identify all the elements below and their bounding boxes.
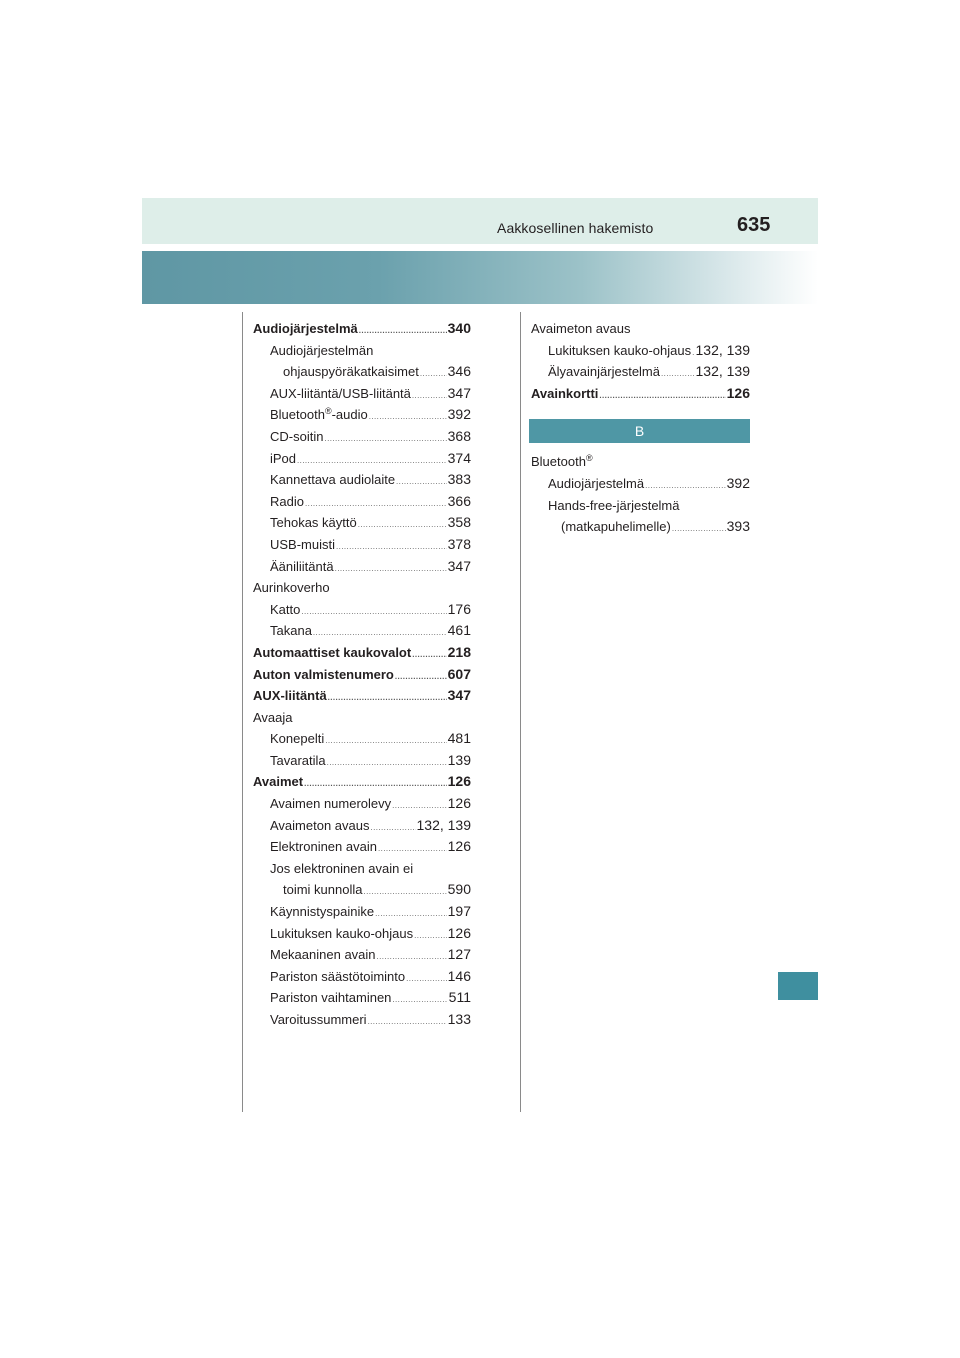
dot-leader: [414, 925, 447, 947]
registered-mark: ®: [324, 406, 332, 417]
index-entry: [253, 318, 471, 340]
index-term: Bluetooth®-audio: [270, 406, 368, 423]
index-term: ohjauspyöräkatkaisimet: [283, 364, 419, 380]
index-entry: [253, 879, 471, 901]
index-entry: [253, 793, 471, 815]
page-reference: 218: [447, 643, 471, 660]
dot-leader: [412, 644, 446, 666]
dot-leader: [672, 518, 726, 540]
index-entry: [253, 383, 471, 405]
index-entry: [253, 620, 471, 642]
page-reference: 132, 139: [416, 816, 471, 833]
index-entry: [531, 473, 750, 495]
page-reference: 133: [447, 1011, 471, 1027]
index-term: Avaaja: [253, 709, 293, 725]
dot-leader: [378, 838, 447, 860]
dot-leader: [371, 817, 416, 839]
entry-list-right-bottom: [531, 451, 750, 537]
dot-leader: [328, 687, 447, 709]
index-entry: [531, 383, 750, 405]
index-term: Avaimet: [253, 774, 304, 790]
index-entry: [253, 512, 471, 534]
index-term: Lukituksen kauko-ohjaus: [548, 342, 692, 358]
index-entry: [531, 361, 750, 383]
chapter-side-tab: [778, 972, 818, 1000]
index-entry: [253, 448, 471, 470]
index-term: Jos elektroninen avain ei: [270, 860, 414, 876]
index-term: Audiojärjestelmä: [548, 475, 645, 491]
index-entry: [253, 340, 471, 362]
index-entry: [253, 642, 471, 664]
page-reference: 126: [447, 838, 471, 855]
page-reference: 392: [726, 474, 750, 491]
index-entry: [253, 426, 471, 448]
dot-leader: [304, 773, 447, 795]
index-entry: [253, 987, 471, 1009]
index-term: Käynnistyspainike: [270, 904, 375, 920]
dot-leader: [377, 946, 447, 968]
index-term: Hands-free-järjestelmä: [548, 497, 680, 513]
index-entry: [253, 491, 471, 513]
dot-leader: [364, 881, 447, 903]
middle-column-rule: [520, 312, 521, 1112]
page-reference: 132, 139: [695, 341, 750, 358]
left-column-rule: [242, 312, 243, 1112]
index-term: Takana: [270, 623, 312, 639]
registered-mark: ®: [585, 453, 593, 464]
dot-leader: [358, 514, 447, 536]
page-reference: 383: [447, 471, 471, 488]
index-term: Auton valmistenumero: [253, 666, 394, 682]
dot-leader: [396, 471, 447, 493]
index-term: Tehokas käyttö: [270, 515, 357, 531]
index-term: Aurinkoverho: [253, 580, 330, 596]
page-reference: 176: [447, 600, 471, 617]
dot-leader: [368, 1011, 447, 1033]
dot-leader: [420, 363, 447, 385]
dot-leader: [412, 385, 447, 407]
index-term: Pariston vaihtaminen: [270, 990, 392, 1006]
dot-leader: [305, 493, 447, 515]
index-entry: [253, 923, 471, 945]
dot-leader: [313, 622, 447, 644]
page-reference: 346: [447, 363, 471, 380]
page-reference: 347: [447, 687, 471, 704]
index-term: Tavaratila: [270, 752, 326, 768]
page-reference: 461: [447, 622, 471, 639]
index-term: toimi kunnolla: [283, 882, 363, 898]
dot-leader: [325, 730, 446, 752]
index-term: Audiojärjestelmän: [270, 342, 374, 358]
index-entry: [253, 534, 471, 556]
index-term: Audiojärjestelmä: [253, 321, 358, 336]
index-term: Elektroninen avain: [270, 839, 377, 855]
index-entry: [253, 664, 471, 686]
dot-leader: [375, 903, 447, 925]
index-entry: [253, 577, 471, 599]
index-term: AUX-liitäntä/USB-liitäntä: [270, 385, 411, 401]
index-entry: [253, 815, 471, 837]
index-entry: [253, 771, 471, 793]
page-reference: 340: [447, 320, 471, 336]
index-entry: [253, 599, 471, 621]
page-reference: 368: [447, 427, 471, 444]
page-reference: 481: [447, 730, 471, 747]
entry-list-right-top: [531, 318, 750, 404]
index-entry: [253, 858, 471, 880]
dot-leader: [369, 406, 447, 428]
index-entry: [253, 836, 471, 858]
section-header-b: [529, 419, 750, 443]
page-reference: 347: [447, 557, 471, 574]
index-term: Konepelti: [270, 731, 325, 747]
page-reference: 146: [447, 967, 471, 984]
index-entry: [253, 556, 471, 578]
dot-leader: [392, 795, 446, 817]
running-header-title: Aakkosellinen hakemisto: [497, 220, 654, 236]
page-reference: 126: [447, 773, 471, 790]
page-reference: 607: [447, 665, 471, 682]
page-reference: 126: [447, 795, 471, 812]
index-term: Bluetooth®: [531, 453, 593, 470]
page-reference: 127: [447, 946, 471, 963]
dot-leader: [324, 428, 446, 450]
index-term: Avaimeton avaus: [270, 817, 370, 833]
page-reference: 511: [448, 989, 471, 1006]
page-reference: 358: [447, 514, 471, 531]
index-entry: [253, 361, 471, 383]
dot-leader: [336, 536, 447, 558]
index-term: Avainkortti: [531, 385, 599, 401]
page-reference: 374: [447, 449, 471, 466]
header-band: [142, 198, 818, 244]
index-entry: [253, 728, 471, 750]
index-entry: [253, 685, 471, 707]
index-term: Älyavainjärjestelmä: [548, 364, 660, 380]
dot-leader: [335, 558, 447, 580]
index-term: Katto: [270, 601, 301, 617]
dot-leader: [599, 385, 725, 407]
index-term: AUX-liitäntä: [253, 688, 327, 704]
index-entry: [531, 340, 750, 362]
entry-list-left: [253, 318, 471, 1031]
index-entry: [531, 451, 750, 473]
dot-leader: [645, 475, 726, 497]
index-term: Mekaaninen avain: [270, 947, 376, 963]
index-entry: [253, 750, 471, 772]
section-letter: B: [634, 423, 645, 440]
index-term: CD-soitin: [270, 428, 324, 444]
dot-leader: [327, 752, 447, 774]
index-column-left: [253, 318, 471, 1031]
index-entry: [253, 404, 471, 426]
dot-leader: [406, 968, 447, 990]
page-reference: 590: [447, 881, 471, 898]
index-entry: [253, 944, 471, 966]
page-reference: 366: [447, 492, 471, 509]
page-reference: 347: [447, 384, 471, 401]
index-entry: [253, 966, 471, 988]
page-reference: 132, 139: [695, 363, 750, 380]
page-reference: 139: [447, 751, 471, 768]
page-reference: 378: [447, 535, 471, 552]
index-term: (matkapuhelimelle): [561, 519, 671, 535]
page-reference: 392: [447, 406, 471, 423]
index-entry: [253, 1009, 471, 1031]
page-reference: 393: [726, 518, 750, 535]
index-term: Automaattiset kaukovalot: [253, 644, 412, 660]
index-term: Kannettava audiolaite: [270, 472, 396, 488]
dot-leader: [301, 601, 446, 623]
dot-leader: [297, 450, 447, 472]
index-term: iPod: [270, 450, 297, 466]
index-entry: [531, 495, 750, 517]
page-reference: 126: [447, 924, 471, 941]
index-term: Ääniliitäntä: [270, 558, 334, 574]
index-entry: [253, 901, 471, 923]
page-reference: 197: [447, 903, 471, 920]
dot-leader: [692, 342, 694, 364]
dot-leader: [392, 989, 447, 1011]
decorative-gradient-band: [142, 251, 818, 304]
index-entry: [253, 707, 471, 729]
index-term: Varoitussummeri: [270, 1012, 367, 1027]
dot-leader: [359, 320, 447, 342]
index-entry: [531, 318, 750, 340]
index-term: Avaimen numerolevy: [270, 796, 392, 812]
page-reference: 126: [726, 384, 750, 401]
index-column-right: [531, 318, 750, 538]
index-term: Lukituksen kauko-ohjaus: [270, 925, 414, 941]
page-number: 635: [737, 214, 771, 236]
index-term: USB-muisti: [270, 536, 336, 552]
index-term: Avaimeton avaus: [531, 321, 631, 336]
index-term: Pariston säästötoiminto: [270, 968, 406, 984]
index-entry: [531, 516, 750, 538]
dot-leader: [661, 363, 695, 385]
index-term: Radio: [270, 493, 304, 509]
dot-leader: [395, 666, 447, 688]
index-entry: [253, 469, 471, 491]
